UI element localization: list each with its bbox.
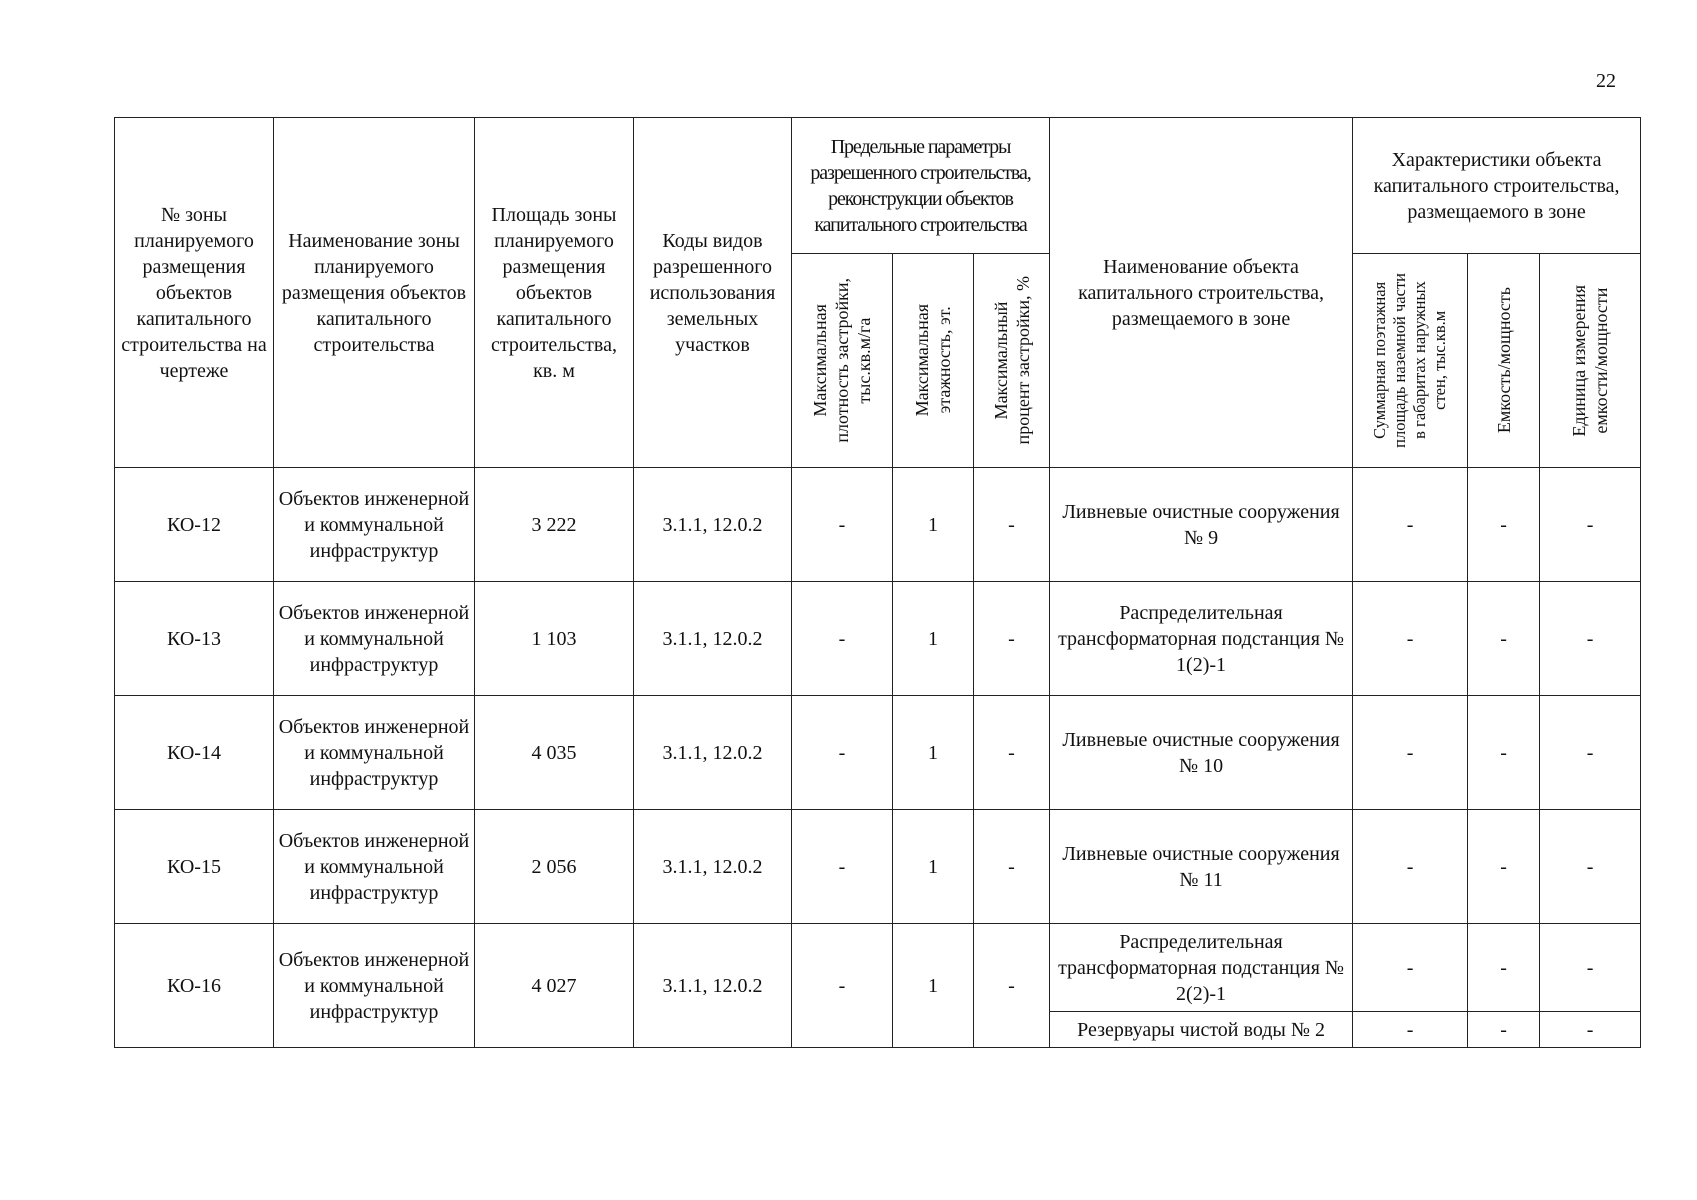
zone-area: 4 035 bbox=[475, 696, 634, 810]
header-zone-no: № зоны планируемого размещения объектов капитального строительства на чертеже bbox=[115, 118, 274, 468]
header-characteristics-group: Характеристики объекта капитального строительства, размещаемого в зоне bbox=[1353, 118, 1641, 254]
max-percent: - bbox=[974, 696, 1050, 810]
header-zone-name: Наименование зоны планируемого размещения объектов капитального строительства bbox=[274, 118, 475, 468]
zone-area: 4 027 bbox=[475, 924, 634, 1048]
zones-table bbox=[114, 117, 1641, 1048]
max-percent: - bbox=[974, 810, 1050, 924]
header-area: Площадь зоны планируемого размещения объектов капитального строительства, кв. м bbox=[475, 118, 634, 468]
max-floors: 1 bbox=[893, 468, 974, 582]
zone-name: Объектов инженерной и коммунальной инфраструктур bbox=[274, 696, 475, 810]
zone-area: 1 103 bbox=[475, 582, 634, 696]
header-max-density-label: Максимальная плотность застройки, тыс.кв.м/га bbox=[810, 278, 874, 443]
header-max-floors-label: Максимальная этажность, эт. bbox=[912, 304, 954, 417]
max-density: - bbox=[792, 810, 893, 924]
object-capacity: - bbox=[1468, 582, 1540, 696]
object-unit: - bbox=[1540, 582, 1641, 696]
zone-codes: 3.1.1, 12.0.2 bbox=[634, 810, 792, 924]
header-capacity bbox=[1468, 254, 1540, 468]
object-total-area: - bbox=[1353, 924, 1468, 1012]
object-total-area: - bbox=[1353, 1012, 1468, 1048]
object-unit: - bbox=[1540, 696, 1641, 810]
max-density: - bbox=[792, 582, 893, 696]
zone-codes: 3.1.1, 12.0.2 bbox=[634, 582, 792, 696]
zone-number: КО-15 bbox=[115, 810, 274, 924]
zone-name: Объектов инженерной и коммунальной инфраструктур bbox=[274, 924, 475, 1048]
zone-codes: 3.1.1, 12.0.2 bbox=[634, 924, 792, 1048]
zone-name: Объектов инженерной и коммунальной инфраструктур bbox=[274, 468, 475, 582]
object-name: Ливневые очистные сооружения № 11 bbox=[1050, 810, 1353, 924]
object-total-area: - bbox=[1353, 810, 1468, 924]
table-row bbox=[115, 582, 1641, 696]
zone-name: Объектов инженерной и коммунальной инфраструктур bbox=[274, 582, 475, 696]
header-total-area-label: Суммарная поэтажная площадь наземной части в габаритах наружных стен, тыс.кв.м bbox=[1370, 273, 1450, 448]
object-total-area: - bbox=[1353, 468, 1468, 582]
zone-codes: 3.1.1, 12.0.2 bbox=[634, 468, 792, 582]
max-density: - bbox=[792, 696, 893, 810]
object-name: Резервуары чистой воды № 2 bbox=[1050, 1012, 1353, 1048]
zone-area: 2 056 bbox=[475, 810, 634, 924]
max-floors: 1 bbox=[893, 924, 974, 1048]
header-limits-group: Предельные параметры разрешенного строительства, реконструкции объектов капитального строительства bbox=[792, 118, 1050, 254]
header-max-percent bbox=[974, 254, 1050, 468]
table-row bbox=[115, 696, 1641, 810]
object-capacity: - bbox=[1468, 924, 1540, 1012]
object-total-area: - bbox=[1353, 582, 1468, 696]
header-codes: Коды видов разрешенного использования земельных участков bbox=[634, 118, 792, 468]
header-capacity-label: Емкость/мощность bbox=[1493, 287, 1514, 434]
object-unit: - bbox=[1540, 1012, 1641, 1048]
page-number: 22 bbox=[1596, 70, 1616, 92]
object-capacity: - bbox=[1468, 1012, 1540, 1048]
table-row bbox=[115, 924, 1641, 1012]
header-max-floors bbox=[893, 254, 974, 468]
object-name: Ливневые очистные сооружения № 10 bbox=[1050, 696, 1353, 810]
max-density: - bbox=[792, 924, 893, 1048]
header-max-percent-label: Максимальный процент застройки, % bbox=[990, 276, 1033, 445]
zone-area: 3 222 bbox=[475, 468, 634, 582]
header-max-density bbox=[792, 254, 893, 468]
header-object-name: Наименование объекта капитального строительства, размещаемого в зоне bbox=[1050, 118, 1353, 468]
zone-codes: 3.1.1, 12.0.2 bbox=[634, 696, 792, 810]
object-name: Распределительная трансформаторная подстанция № 2(2)-1 bbox=[1050, 924, 1353, 1012]
object-name: Ливневые очистные сооружения № 9 bbox=[1050, 468, 1353, 582]
object-name: Распределительная трансформаторная подстанция № 1(2)-1 bbox=[1050, 582, 1353, 696]
table-row bbox=[115, 810, 1641, 924]
max-floors: 1 bbox=[893, 582, 974, 696]
table-row bbox=[115, 468, 1641, 582]
zone-number: КО-16 bbox=[115, 924, 274, 1048]
header-row-1 bbox=[115, 118, 1641, 254]
object-unit: - bbox=[1540, 468, 1641, 582]
object-total-area: - bbox=[1353, 696, 1468, 810]
object-capacity: - bbox=[1468, 468, 1540, 582]
max-percent: - bbox=[974, 582, 1050, 696]
zone-name: Объектов инженерной и коммунальной инфраструктур bbox=[274, 810, 475, 924]
max-percent: - bbox=[974, 924, 1050, 1048]
max-percent: - bbox=[974, 468, 1050, 582]
max-floors: 1 bbox=[893, 696, 974, 810]
max-floors: 1 bbox=[893, 810, 974, 924]
object-unit: - bbox=[1540, 810, 1641, 924]
header-total-area bbox=[1353, 254, 1468, 468]
zone-number: КО-13 bbox=[115, 582, 274, 696]
object-unit: - bbox=[1540, 924, 1641, 1012]
zone-number: КО-14 bbox=[115, 696, 274, 810]
object-capacity: - bbox=[1468, 810, 1540, 924]
zone-number: КО-12 bbox=[115, 468, 274, 582]
object-capacity: - bbox=[1468, 696, 1540, 810]
header-unit bbox=[1540, 254, 1641, 468]
header-unit-label: Единица измерения емкости/мощности bbox=[1569, 284, 1612, 437]
max-density: - bbox=[792, 468, 893, 582]
